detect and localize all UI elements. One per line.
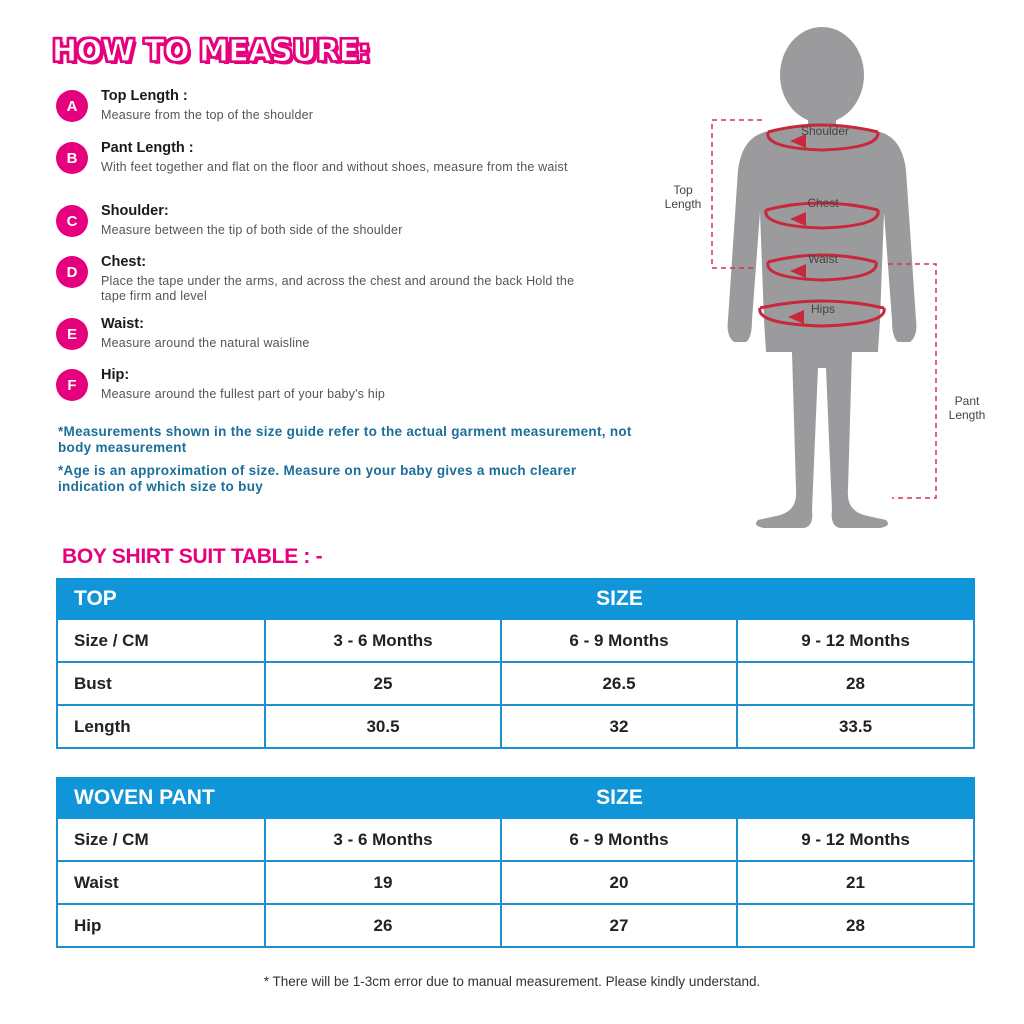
step-description: Place the tape under the arms, and across the chest and around the back Hold the tape firm and level (101, 274, 575, 303)
measurement-error-footnote: * There will be 1-3cm error due to manual measurement. Please kindly understand. (263, 974, 761, 989)
step-heading: Shoulder: (101, 203, 169, 219)
step-heading: Hip: (101, 367, 130, 383)
garment-measurement-note: *Measurements shown in the size guide refer to the actual garment measurement, not body measurement (58, 424, 632, 455)
table-row (57, 818, 974, 861)
step-description: Measure around the natural waisline (101, 336, 310, 350)
child-silhouette-illustration (640, 20, 1000, 540)
table-cell: 33.5 (737, 705, 974, 748)
table-row (57, 861, 974, 904)
shoulder-label: Shoulder (800, 124, 850, 138)
top-length-label: Top Length (664, 183, 702, 211)
row-label-cell: Waist (57, 861, 265, 904)
table-cell: 6 - 9 Months (501, 818, 737, 861)
table-cell: 32 (501, 705, 737, 748)
table-cell: 30.5 (265, 705, 501, 748)
table-section-title: BOY SHIRT SUIT TABLE : - (62, 545, 323, 568)
table-row (57, 705, 974, 748)
size-header-cell: SIZE (265, 579, 974, 619)
table-cell: 26 (265, 904, 501, 947)
size-header-cell: SIZE (265, 778, 974, 818)
table-cell: 25 (265, 662, 501, 705)
table-cell: 3 - 6 Months (265, 619, 501, 662)
row-label-cell: Size / CM (57, 818, 265, 861)
step-heading: Pant Length : (101, 140, 194, 156)
step-badge: B (56, 142, 88, 174)
table-cell: 20 (501, 861, 737, 904)
table-row (57, 619, 974, 662)
step-description: With feet together and flat on the floor and without shoes, measure from the waist (101, 160, 568, 174)
step-heading: Waist: (101, 316, 144, 332)
page-title: HOW TO MEASURE: (52, 34, 371, 69)
table-cell: 3 - 6 Months (265, 818, 501, 861)
step-badge: F (56, 369, 88, 401)
step-badge: D (56, 256, 88, 288)
table-cell: 6 - 9 Months (501, 619, 737, 662)
table-row (57, 662, 974, 705)
step-badge: A (56, 90, 88, 122)
table-header-row (57, 579, 974, 619)
row-label-cell: Length (57, 705, 265, 748)
table-name-cell: WOVEN PANT (57, 778, 265, 818)
chest-label: Chest (807, 196, 839, 210)
table-cell: 19 (265, 861, 501, 904)
top-size-table (56, 578, 975, 749)
step-description: Measure from the top of the shoulder (101, 108, 314, 122)
hips-label: Hips (810, 302, 835, 316)
step-heading: Top Length : (101, 88, 188, 104)
table-header-row (57, 778, 974, 818)
table-row (57, 904, 974, 947)
waist-label: Waist (808, 252, 838, 266)
row-label-cell: Hip (57, 904, 265, 947)
row-label-cell: Size / CM (57, 619, 265, 662)
woven-pant-size-table (56, 777, 975, 948)
table-cell: 9 - 12 Months (737, 818, 974, 861)
table-cell: 26.5 (501, 662, 737, 705)
table-cell: 28 (737, 662, 974, 705)
pant-length-label: Pant Length (948, 394, 986, 422)
step-description: Measure between the tip of both side of the shoulder (101, 223, 403, 237)
table-cell: 9 - 12 Months (737, 619, 974, 662)
table-name-cell: TOP (57, 579, 265, 619)
table-cell: 21 (737, 861, 974, 904)
step-badge: E (56, 318, 88, 350)
step-description: Measure around the fullest part of your baby's hip (101, 387, 386, 401)
row-label-cell: Bust (57, 662, 265, 705)
table-cell: 28 (737, 904, 974, 947)
table-cell: 27 (501, 904, 737, 947)
step-heading: Chest: (101, 254, 147, 270)
age-approximation-note: *Age is an approximation of size. Measure on your baby gives a much clearer indication of which size to buy (58, 463, 577, 494)
child-measurement-figure (640, 20, 1000, 540)
step-badge: C (56, 205, 88, 237)
